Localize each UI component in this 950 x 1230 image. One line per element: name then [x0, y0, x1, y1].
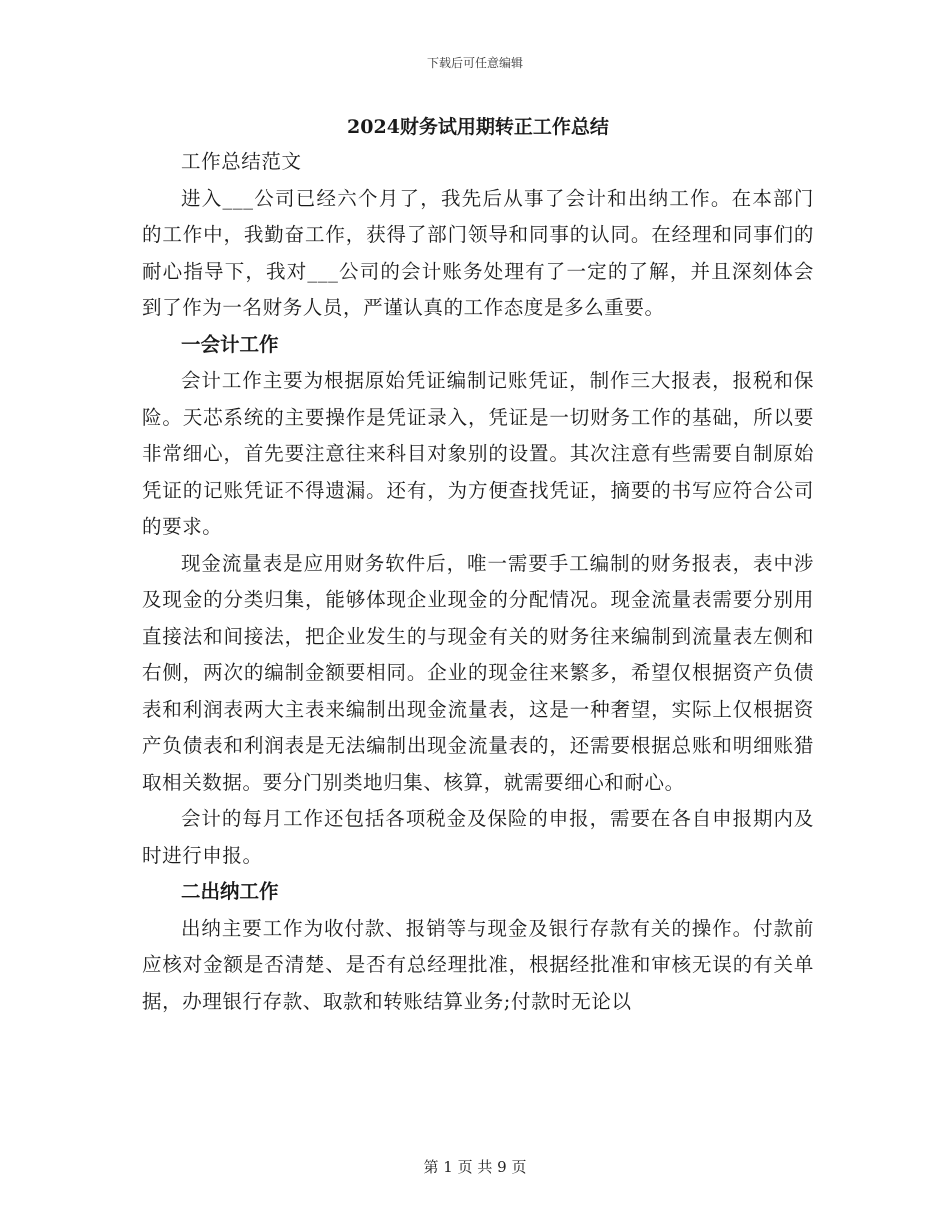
section-heading-cashier: 二出纳工作: [181, 880, 279, 903]
paragraph-accounting: 会计工作主要为根据原始凭证编制记账凭证，制作三大报表，报税和保险。天芯系统的主要操作是凭证录入，凭证是一切财务工作的基础，所以要非常细心，首先要注意往来科目对象别的设置。其次注意有些需要自制原始凭证的记账凭证不得遗漏。还有，为方便查找凭证，摘要的书写应符合公司的要求。: [142, 369, 814, 538]
paragraph-intro: 进入___公司已经六个月了，我先后从事了会计和出纳工作。在本部门的工作中，我勤奋工作，获得了部门领导和同事的认同。在经理和同事们的耐心指导下，我对___公司的会计账务处理有了一定的了解，并且深刻体会到了作为一名财务人员，严谨认真的工作态度是多么重要。: [142, 186, 814, 319]
paragraph-intro-label: 工作总结范文: [181, 150, 302, 173]
document-body: [142, 112, 814, 1020]
header-note: 下载后可任意编辑: [426, 56, 523, 70]
section-heading-accounting: 一会计工作: [181, 332, 279, 356]
paragraph-cash-flow: 现金流量表是应用财务软件后，唯一需要手工编制的财务报表，表中涉及现金的分类归集，能够体现企业现金的分配情况。现金流量表需要分别用直接法和间接法，把企业发生的与现金有关的财务往来编制到流量表左侧和右侧，两次的编制金额要相同。企业的现金往来繁多，希望仅根据资产负债表和利润表两大主表来编制出现金流量表，这是一种奢望，实际上仅根据资产负债表和利润表是无法编制出现金流量表的，还需要根据总账和明细账猎取相关数据。要分门别类地归集、核算，就需要细心和耐心。: [142, 551, 814, 794]
paragraph-tax: 会计的每月工作还包括各项税金及保险的申报，需要在各自申报期内及时进行申报。: [142, 807, 814, 867]
document-title: 2024财务试用期转正工作总结: [347, 116, 609, 138]
paragraph-cashier: 出纳主要工作为收付款、报销等与现金及银行存款有关的操作。付款前应核对金额是否清楚、是否有总经理批准，根据经批准和审核无误的有关单据，办理银行存款、取款和转账结算业务;付款时无论以: [142, 916, 814, 1013]
page-number-footer: 第 1 页 共 9 页: [423, 1158, 527, 1176]
